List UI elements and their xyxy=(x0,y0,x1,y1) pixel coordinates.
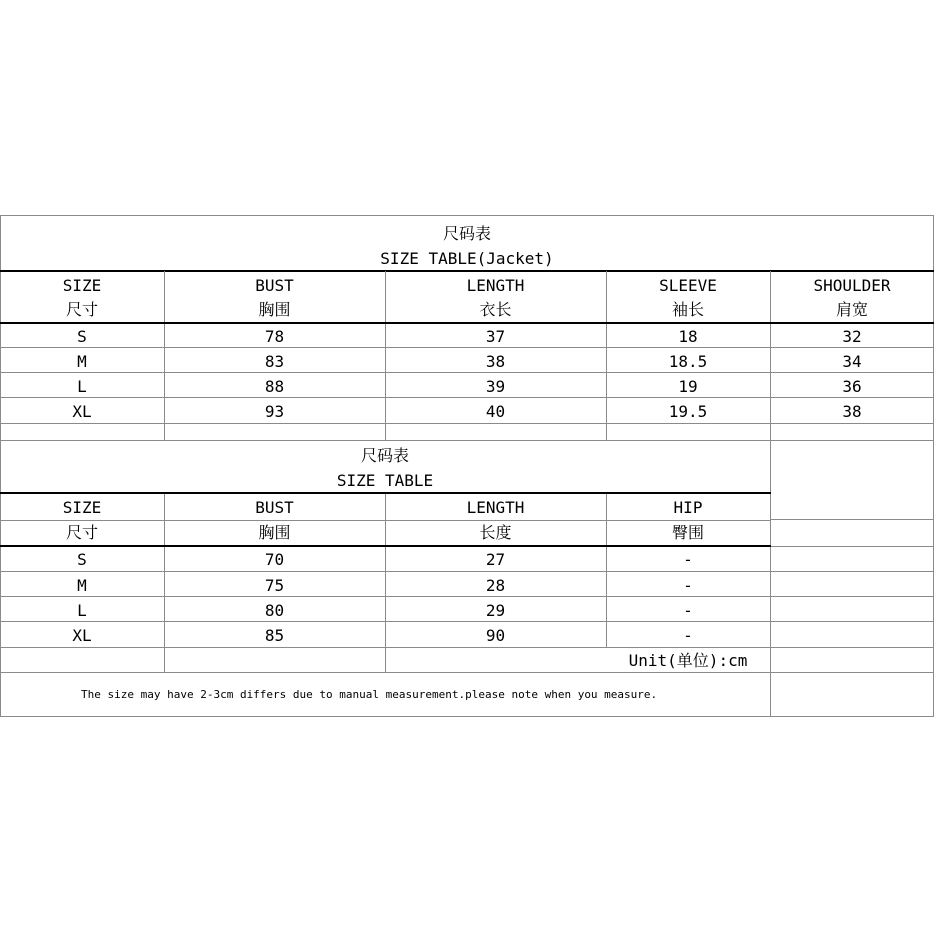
right-cell-rule xyxy=(770,621,934,622)
jacket-title-en: SIZE TABLE(Jacket) xyxy=(380,249,554,268)
table-cell: 18.5 xyxy=(668,352,708,371)
table-cell: 78 xyxy=(264,327,285,346)
bottom-header-bust-cn: 胸围 xyxy=(258,523,291,542)
bottom-header-bottom-rule xyxy=(0,545,771,547)
jacket-header-bottom-rule xyxy=(0,322,934,324)
row-rule xyxy=(0,440,934,441)
table-cell: 38 xyxy=(842,402,862,421)
table-cell: 29 xyxy=(485,601,506,620)
table-cell: S xyxy=(77,327,87,346)
table-cell: 39 xyxy=(485,377,506,396)
jacket-header-top-rule xyxy=(0,270,934,272)
right-cell-rule xyxy=(770,596,934,597)
measurement-note: The size may have 2-3cm differs due to manual measurement.please note when you measure. xyxy=(81,688,658,701)
table-cell: 37 xyxy=(485,327,506,346)
table-cell: 90 xyxy=(485,626,506,645)
table-cell: 88 xyxy=(264,377,285,396)
jacket-title-cn: 尺码表 xyxy=(442,224,491,243)
row-rule xyxy=(0,520,770,521)
jacket-header-length: LENGTH xyxy=(466,276,525,295)
table-cell: XL xyxy=(72,402,92,421)
bottom-header-size-cn: 尺寸 xyxy=(65,523,98,542)
right-cell-rule xyxy=(770,546,934,547)
row-rule xyxy=(0,347,934,348)
right-cell-divider xyxy=(770,441,771,717)
row-rule xyxy=(0,423,934,424)
bottom-title-cn: 尺码表 xyxy=(360,446,409,465)
jacket-header-sleeve-cn: 袖长 xyxy=(671,300,704,319)
row-rule xyxy=(0,372,934,373)
right-cell-rule xyxy=(770,672,934,673)
table-cell: 83 xyxy=(264,352,285,371)
unit-label: Unit(单位):cm xyxy=(628,651,748,670)
border-top xyxy=(0,215,934,216)
jacket-header-size: SIZE xyxy=(62,276,102,295)
bottom-header-length: LENGTH xyxy=(466,498,525,517)
table-cell: 18 xyxy=(678,327,698,346)
jacket-header-length-cn: 衣长 xyxy=(479,300,512,319)
table-cell: 32 xyxy=(842,327,862,346)
table-cell: 28 xyxy=(485,576,506,595)
row-rule xyxy=(0,571,770,572)
right-cell-rule xyxy=(770,519,934,520)
table-cell: S xyxy=(77,550,87,569)
table-cell: 36 xyxy=(842,377,862,396)
right-cell-rule xyxy=(770,647,934,648)
table-cell: 19 xyxy=(678,377,698,396)
table-cell: 80 xyxy=(264,601,285,620)
row-rule xyxy=(0,596,770,597)
table-cell: L xyxy=(77,601,87,620)
table-cell: 93 xyxy=(264,402,285,421)
bottom-header-hip-cn: 臀围 xyxy=(671,523,704,542)
bottom-header-hip: HIP xyxy=(673,498,703,517)
table-cell: 40 xyxy=(485,402,506,421)
jacket-header-size-cn: 尺寸 xyxy=(65,300,98,319)
jacket-header-shoulder-cn: 肩宽 xyxy=(835,300,868,319)
jacket-header-bust: BUST xyxy=(255,276,294,295)
bottom-header-bust: BUST xyxy=(255,498,294,517)
table-cell: XL xyxy=(72,626,92,645)
bottom-title-en: SIZE TABLE xyxy=(336,471,434,490)
row-rule xyxy=(0,672,770,673)
bottom-header-size: SIZE xyxy=(62,498,102,517)
table-cell: - xyxy=(683,576,693,595)
border-bottom xyxy=(0,716,934,717)
jacket-header-bust-cn: 胸围 xyxy=(258,300,291,319)
table-cell: M xyxy=(77,352,87,371)
table-cell: M xyxy=(77,576,87,595)
right-cell-rule xyxy=(770,571,934,572)
table-cell: 70 xyxy=(264,550,285,569)
table-cell: 27 xyxy=(485,550,506,569)
table-cell: 19.5 xyxy=(668,402,708,421)
table-cell: 38 xyxy=(485,352,506,371)
table-cell: - xyxy=(683,550,693,569)
row-rule xyxy=(0,647,770,648)
table-cell: 75 xyxy=(264,576,285,595)
jacket-header-shoulder: SHOULDER xyxy=(813,276,891,295)
jacket-header-sleeve: SLEEVE xyxy=(659,276,717,295)
table-cell: 34 xyxy=(842,352,862,371)
table-cell: - xyxy=(683,626,693,645)
row-rule xyxy=(0,621,770,622)
size-chart xyxy=(0,215,934,717)
table-cell: 85 xyxy=(264,626,285,645)
table-cell: L xyxy=(77,377,87,396)
bottom-header-length-cn: 长度 xyxy=(479,523,512,542)
row-rule xyxy=(0,397,934,398)
table-cell: - xyxy=(683,601,693,620)
